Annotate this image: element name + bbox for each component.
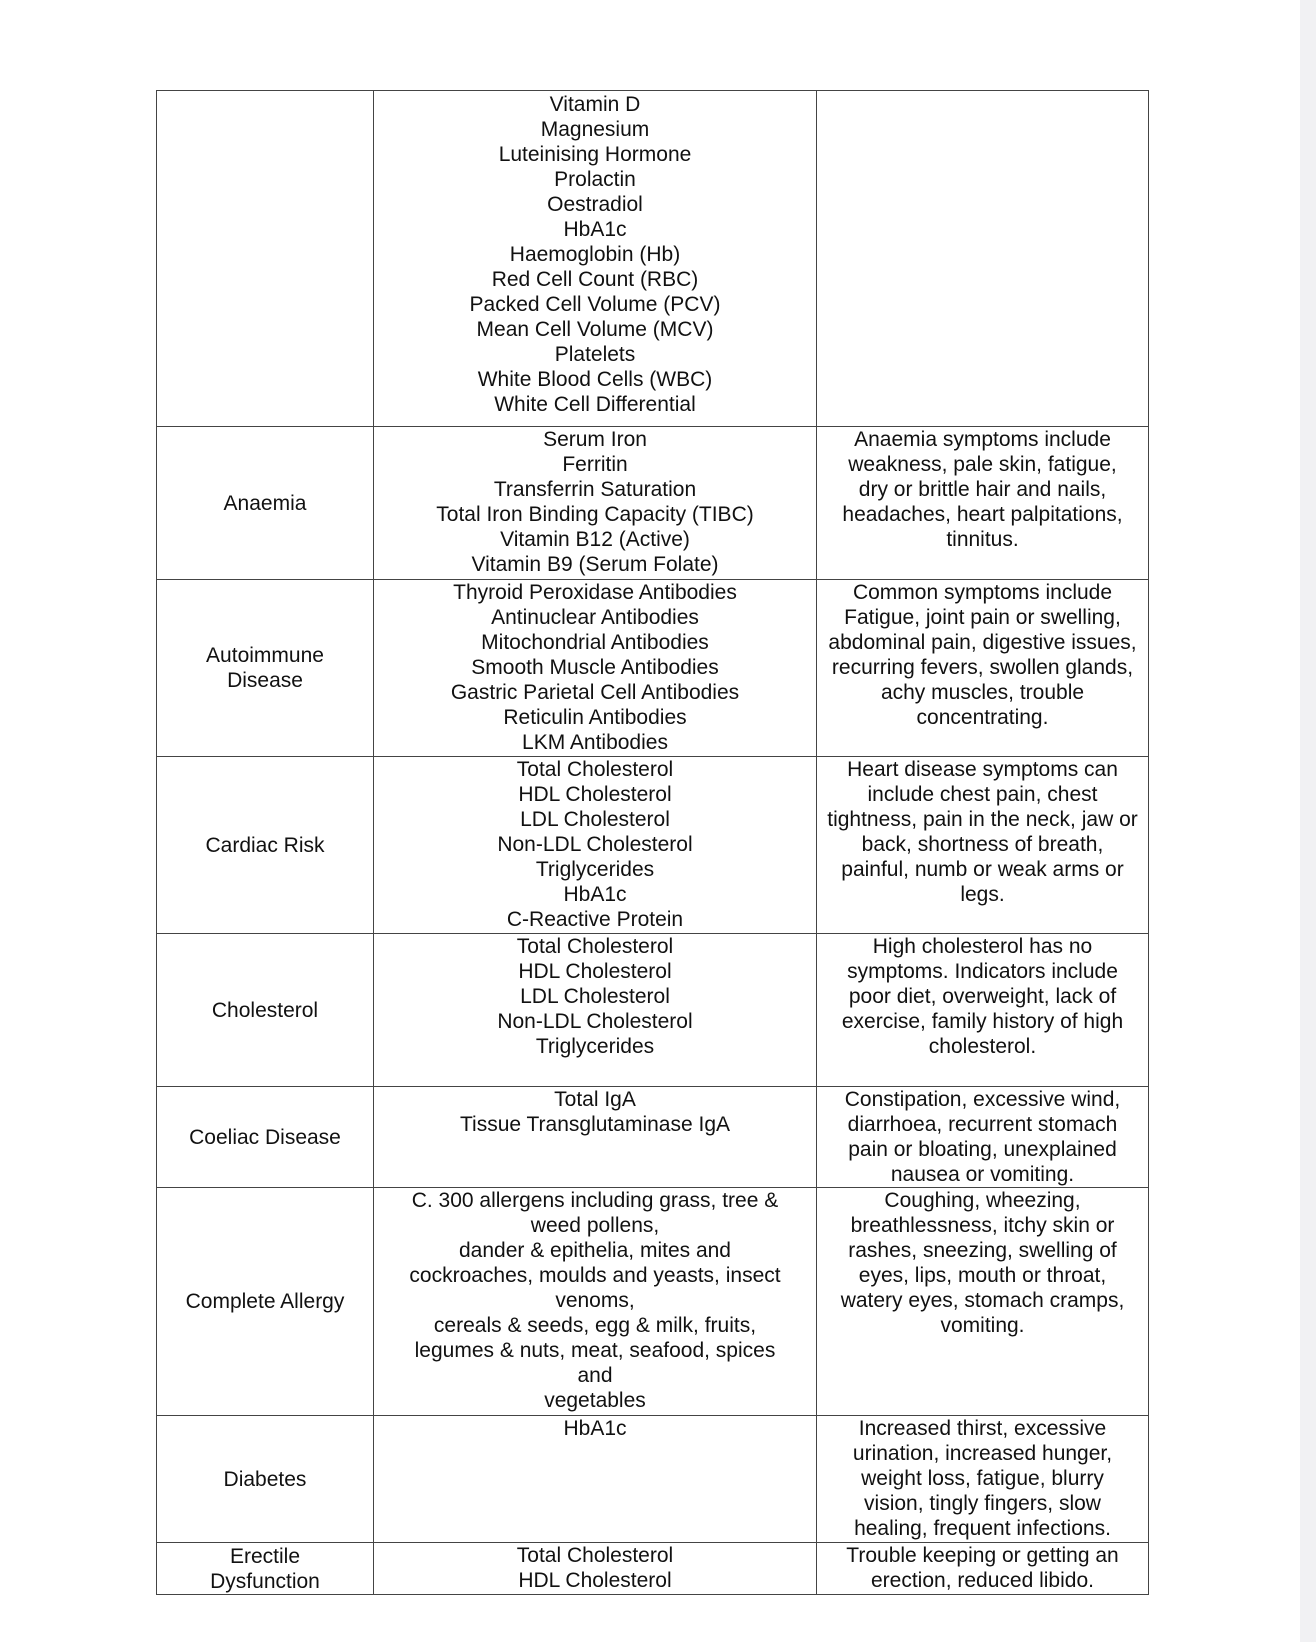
symptoms-cell xyxy=(817,1543,1149,1595)
test-item: Vitamin B9 (Serum Folate) xyxy=(471,553,719,576)
test-item: Mean Cell Volume (MCV) xyxy=(476,318,714,341)
condition-label: Autoimmune Disease xyxy=(206,644,324,692)
test-item: LDL Cholesterol xyxy=(520,808,670,831)
symptoms-text: Increased thirst, excessive urination, increased hunger, weight loss, fatigue, blurry vision, tingly fingers, slow healing, frequent infections. xyxy=(852,1417,1113,1540)
test-item: LDL Cholesterol xyxy=(520,985,670,1008)
test-item: Reticulin Antibodies xyxy=(503,706,687,729)
test-item: Mitochondrial Antibodies xyxy=(481,631,709,654)
symptoms-cell xyxy=(817,1188,1149,1416)
test-item: vegetables xyxy=(544,1389,646,1412)
symptoms-text: Anaemia symptoms include weakness, pale skin, fatigue, dry or brittle hair and nails, headaches, heart palpitations, tinnitus. xyxy=(842,428,1123,551)
tests-cell xyxy=(374,1543,817,1595)
table-row xyxy=(157,757,1149,934)
condition-label: Diabetes xyxy=(223,1467,307,1491)
test-item: HbA1c xyxy=(563,1417,627,1440)
test-item: Vitamin D xyxy=(549,93,641,116)
symptoms-cell xyxy=(817,934,1149,1087)
table-row xyxy=(157,1543,1149,1595)
condition-cell xyxy=(157,934,374,1087)
symptoms-cell xyxy=(817,1087,1149,1188)
symptoms-text: Trouble keeping or getting an erection, reduced libido. xyxy=(846,1544,1119,1592)
test-item: Smooth Muscle Antibodies xyxy=(471,656,719,679)
condition-cell xyxy=(157,1416,374,1543)
test-item: cereals & seeds, egg & milk, fruits, legumes & nuts, meat, seafood, spices and xyxy=(414,1314,776,1387)
condition-cell xyxy=(157,427,374,580)
test-item: Luteinising Hormone xyxy=(498,143,692,166)
test-item: LKM Antibodies xyxy=(522,731,668,754)
tests-cell xyxy=(374,1188,817,1416)
test-item: Ferritin xyxy=(562,453,628,476)
symptoms-cell xyxy=(817,757,1149,934)
tests-cell xyxy=(374,580,817,757)
table-row xyxy=(157,934,1149,1087)
table-row xyxy=(157,1087,1149,1188)
test-item: dander & epithelia, mites and cockroaches, moulds and yeasts, insect venoms, xyxy=(409,1239,781,1312)
test-item: Thyroid Peroxidase Antibodies xyxy=(453,581,737,604)
test-item: Gastric Parietal Cell Antibodies xyxy=(450,681,740,704)
test-item: Vitamin B12 (Active) xyxy=(500,528,690,551)
test-item: Transferrin Saturation xyxy=(493,478,697,501)
test-item: Prolactin xyxy=(554,168,636,191)
condition-cell xyxy=(157,91,374,427)
tests-cell xyxy=(374,757,817,934)
test-item: HDL Cholesterol xyxy=(518,783,672,806)
condition-label: Anaemia xyxy=(223,491,307,515)
condition-cell xyxy=(157,757,374,934)
symptoms-cell xyxy=(817,427,1149,580)
tests-cell xyxy=(374,427,817,580)
test-item: Magnesium xyxy=(540,118,650,141)
test-item: Total Iron Binding Capacity (TIBC) xyxy=(436,503,754,526)
test-item: Non-LDL Cholesterol xyxy=(497,833,693,856)
test-item: Oestradiol xyxy=(547,193,643,216)
test-item: Haemoglobin (Hb) xyxy=(509,243,681,266)
test-item: Platelets xyxy=(554,343,636,366)
test-item: HbA1c xyxy=(563,218,627,241)
condition-label: Coeliac Disease xyxy=(189,1125,341,1149)
test-item: Red Cell Count (RBC) xyxy=(491,268,699,291)
table-row xyxy=(157,580,1149,757)
condition-label: Cholesterol xyxy=(211,998,319,1022)
symptoms-text: Common symptoms include Fatigue, joint pain or swelling, abdominal pain, digestive issues, recurring fevers, swollen glands, achy muscles, trouble concentrating. xyxy=(828,581,1137,729)
table-row xyxy=(157,91,1149,427)
test-item: Serum Iron xyxy=(543,428,647,451)
table-row xyxy=(157,1416,1149,1543)
test-item: C-Reactive Protein xyxy=(506,908,684,931)
test-item: Antinuclear Antibodies xyxy=(491,606,699,629)
test-item: HDL Cholesterol xyxy=(518,1569,672,1592)
symptoms-cell xyxy=(817,1416,1149,1543)
symptoms-text: Heart disease symptoms can include chest pain, chest tightness, pain in the neck, jaw or back, shortness of breath, painful, numb or weak arms or legs. xyxy=(827,758,1138,906)
test-item: Triglycerides xyxy=(535,858,655,881)
test-item: White Cell Differential xyxy=(494,393,696,416)
test-item: White Blood Cells (WBC) xyxy=(477,368,713,391)
condition-label: Complete Allergy xyxy=(185,1290,345,1313)
symptoms-cell xyxy=(817,91,1149,427)
test-panel-table xyxy=(156,90,1149,1595)
test-item: C. 300 allergens including grass, tree & weed pollens, xyxy=(411,1189,779,1237)
test-item: HDL Cholesterol xyxy=(518,960,672,983)
test-item: Total IgA xyxy=(554,1088,636,1111)
symptoms-cell xyxy=(817,580,1149,757)
condition-cell xyxy=(157,580,374,757)
test-item: Non-LDL Cholesterol xyxy=(497,1010,693,1033)
test-item: Total Cholesterol xyxy=(516,758,674,781)
symptoms-text: Coughing, wheezing, breathlessness, itchy skin or rashes, sneezing, swelling of eyes, lips, mouth or throat, watery eyes, stomach cramps, vomiting. xyxy=(840,1189,1125,1337)
condition-label: Erectile Dysfunction xyxy=(210,1544,320,1593)
test-item: Total Cholesterol xyxy=(516,935,674,958)
condition-label: Cardiac Risk xyxy=(205,833,325,857)
test-item: Total Cholesterol xyxy=(516,1544,674,1567)
tests-cell xyxy=(374,934,817,1087)
test-item: Tissue Transglutaminase IgA xyxy=(459,1113,731,1136)
tests-cell xyxy=(374,91,817,427)
table-row xyxy=(157,1188,1149,1416)
tests-cell xyxy=(374,1087,817,1188)
condition-cell xyxy=(157,1087,374,1188)
symptoms-text: High cholesterol has no symptoms. Indicators include poor diet, overweight, lack of exercise, family history of high cholesterol. xyxy=(841,935,1124,1058)
symptoms-text: Constipation, excessive wind, diarrhoea, recurrent stomach pain or bloating, unexplained nausea or vomiting. xyxy=(844,1088,1121,1186)
tests-cell xyxy=(374,1416,817,1543)
test-item: HbA1c xyxy=(563,883,627,906)
test-item: Triglycerides xyxy=(535,1035,655,1058)
test-item: Packed Cell Volume (PCV) xyxy=(469,293,721,316)
table-row xyxy=(157,427,1149,580)
condition-cell xyxy=(157,1543,374,1595)
condition-cell xyxy=(157,1188,374,1416)
